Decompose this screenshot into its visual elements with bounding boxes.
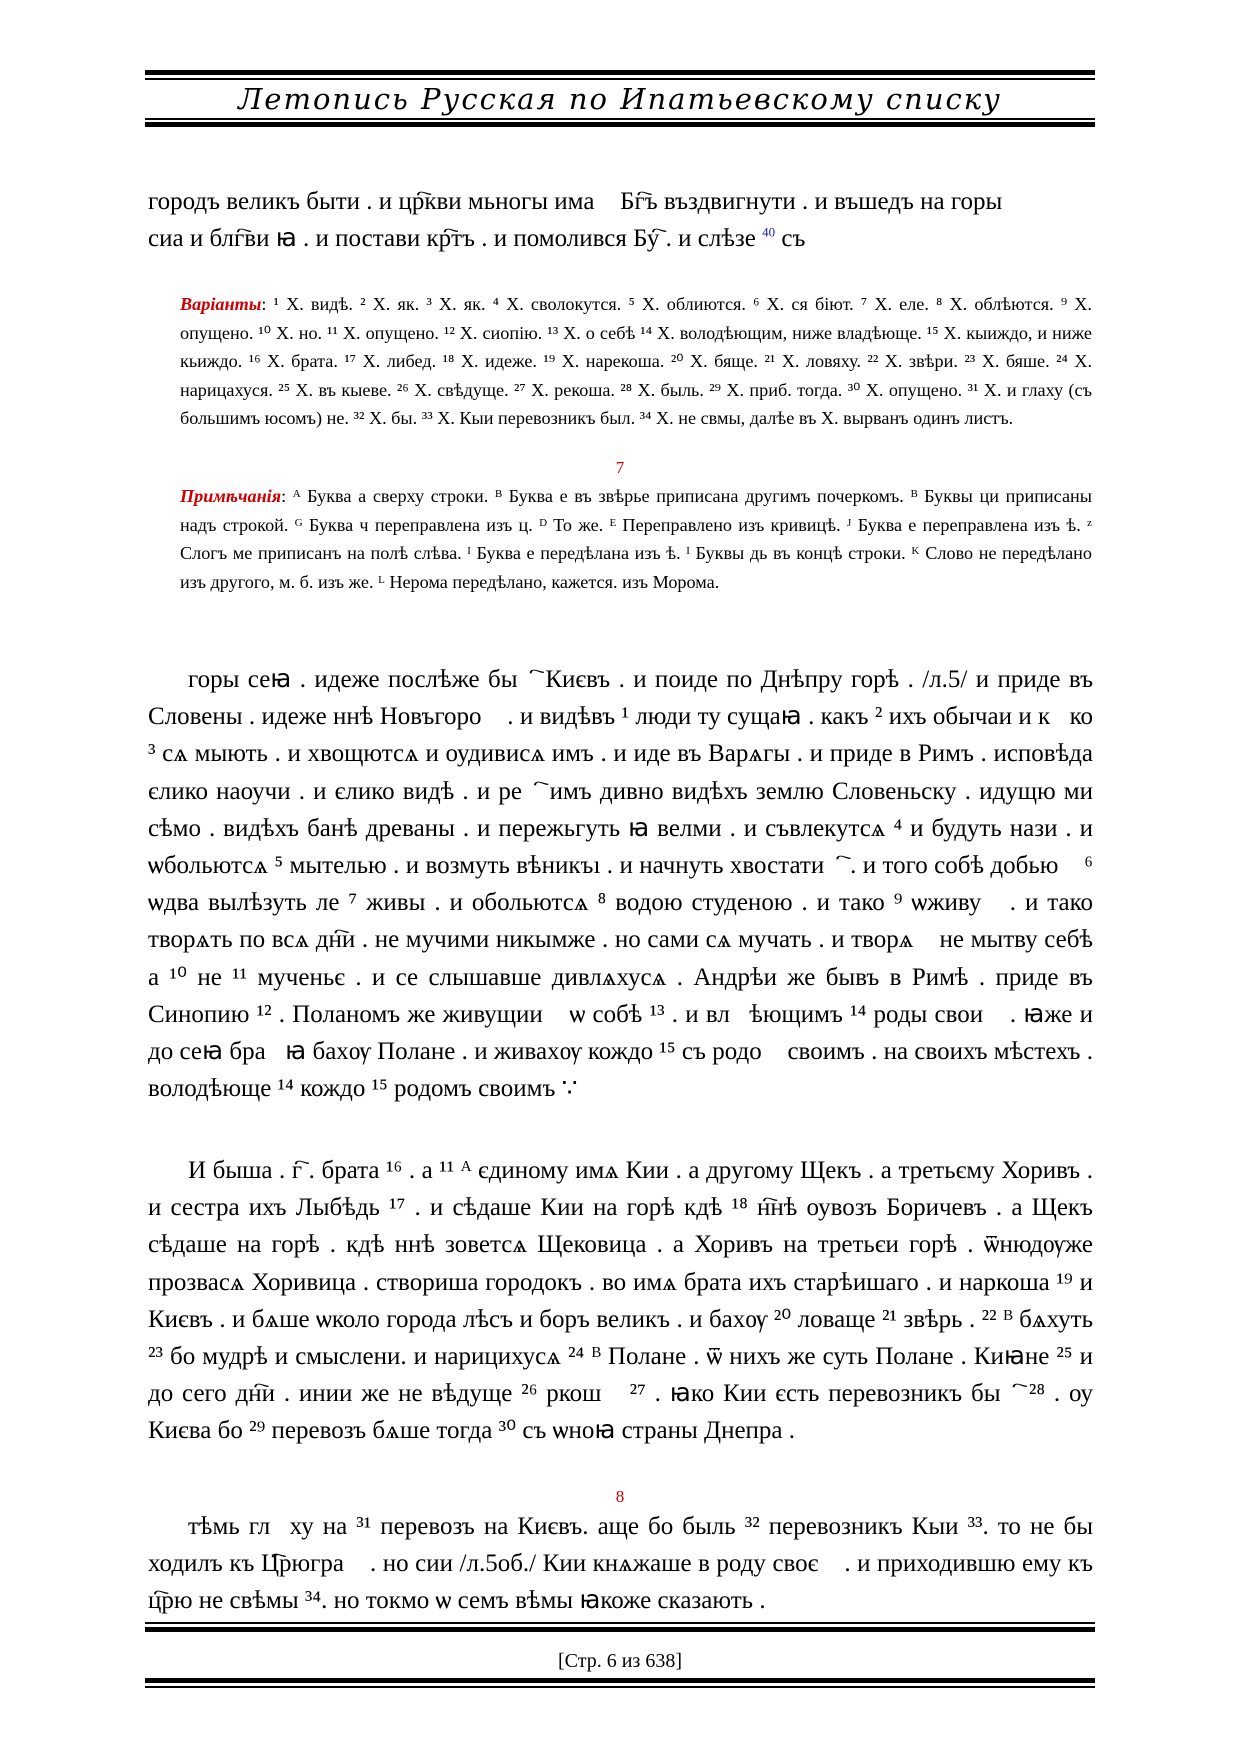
page-number: [Стр. 6 из 638] bbox=[558, 1650, 682, 1672]
variants-label: Варіанты bbox=[180, 294, 262, 314]
notes-block: Примѣчанія: ᴬ Буква а сверху строки. ᴮ Буква е въ звѣрье приписана другимъ почеркомъ. ᴮ Буквы ци приписаны надъ строкой. ᴳ Буква ч переправлена изъ ц. ᴰ То же. ᴱ Переправлено изъ кривицѣ. ᴶ Буква е переправлена изъ ѣ. ᶻ Слогъ ме приписанъ на полѣ слѣва. ᴵ Буква е передѣлана изъ ѣ. ᴵ Буквы дь въ концѣ строки. ᴷ Слово не передѣлано изъ другого, м. б. изъ же. ᴸ Нерома передѣлано, кажется. изъ Морома. bbox=[180, 486, 1092, 592]
footer-rule-top-thin bbox=[145, 1622, 1095, 1624]
header-rule-top bbox=[145, 70, 1095, 75]
variants-block: Варіанты: ¹ Х. видѣ. ² Х. як. ³ Х. як. ⁴ Х. сволокутся. ⁵ Х. облиются. ⁶ Х. ся біют. ⁷ Х. еле. ⁸ Х. облѣются. ⁹ Х. опущено. ¹⁰ Х. но. ¹¹ Х. опущено. ¹² Х. сиопію. ¹³ Х. о себѣ ¹⁴ Х. володѣющим, ниже владѣюще. ¹⁵ Х. кыиждо, и ниже кьиждо. ¹⁶ Х. брата. ¹⁷ Х. либед. ¹⁸ Х. идеже. ¹⁹ Х. нарекоша. ²⁰ Х. бяще. ²¹ Х. ловяху. ²² Х. звѣри. ²³ Х. бяше. ²⁴ Х. нарицахуся. ²⁵ Х. въ кыеве. ²⁶ Х. свѣдуще. ²⁷ Х. рекоша. ²⁸ Х. быль. ²⁹ Х. приб. тогда. ³⁰ Х. опущено. ³¹ Х. и глаху (съ большимъ юсомъ) не. ³² Х. бы. ³³ Х. Кыи перевозникъ был. ³⁴ Х. не свмы, далѣе въ Х. вырванъ одинъ листъ. bbox=[180, 294, 1092, 428]
header-rule-bottom-thin bbox=[145, 118, 1095, 120]
intro-line-2-text: сиа и блг҇ви ꙗ . и постави кр҇тъ . и помолився Бу҇ . и слѣзе bbox=[148, 225, 756, 253]
paragraph-2: И быша . г҇ . брата ¹⁶ . а ¹¹ ᴬ єдиному имѧ Кии . а другому Щекъ . а третьєму Хоривъ . и сестра ихъ Лыбѣдь ¹⁷ . и сѣдаше Кии на горѣ кдѣ ¹⁸ н҇нѣ оувозъ Боричевъ . а Щекъ сѣдаше на горѣ . кдѣ ннѣ зоветсѧ Щековица . а Хоривъ на третьєи горѣ . ѿнюдѹже прозвасѧ Хоривица . створиша городокъ . во имѧ брата ихъ старѣишаго . и наркоша ¹⁹ и Києвъ . и бѧше ѡколо города лѣсъ и боръ великъ . и бахѹ ²⁰ ловаще ²¹ звѣрь . ²² ᴮ бѧхуть ²³ бо мудрѣ и смыслени. и нарицихусѧ ²⁴ ᴮ Полане . ѿ нихъ же суть Полане . Киꙗне ²⁵ и до сего дн҇и . инии же не вѣдуще ²⁶ ркошⷶ ²⁷ . ꙗко Кии єсть перевозникъ быⷭ҇ ²⁸ . оу Києва бо ²⁹ перевозъ бѧше тогда ³⁰ съ ѡноꙗ страны Днепра . bbox=[148, 1157, 1093, 1445]
intro-text bbox=[148, 183, 1093, 257]
notes-label: Примѣчанія bbox=[180, 486, 282, 506]
footer-rule-bottom-thin bbox=[145, 1686, 1095, 1688]
header-rule-top-thin bbox=[145, 78, 1095, 80]
paragraph-1: горы сеꙗ . идеже послѣже быⷭ҇ Києвъ . и поиде по Днѣпру горѣ . /л.5/ и приде въ Словены . идеже ннѣ Новъгороⷣ . и видѣвъ ¹ люди ту сущаꙗ . какъ ² ихъ обычаи и кⷶко ³ сѧ мыють . и хвощютсѧ и оудивисѧ имъ . и иде въ Варѧгы . и приде в Римъ . исповѣда єлико наоучи . и єлико видѣ . и реⷱ҇ имъ дивно видѣхъ землю Словеньску . идущю ми сѣмо . видѣхъ банѣ древаны . и пережьгуть ꙗ велми . и съвлекутсѧ ⁴ и будуть нази . и ѡбольютсѧ ⁵ мытелью . и возмуть вѣникъı . и начнуть хвостатиⷭ҇ . и того собѣ добьюⷮ ⁶ ѡдва вылѣзуть ле ⁷ живы . и обольютсѧ ⁸ водою студеною . и тако ⁹ ѡживуⷮ . и тако творѧть по всѧ дн҇и . не мучими никымже . но сами сѧ мучать . и творѧⷮ не мытву себѣ а ¹⁰ не ¹¹ мученьє . и се слышавше дивлѧхусѧ . Андрѣи же бывъ в Римѣ . приде въ Синопию ¹² . Поланомъ же живущииⷨ ѡ собѣ ¹³ . и влⷣѣющимъ ¹⁴ роды своиⷨ . ꙗже и до сеꙗ браⷮꙗ бахѹ Полане . и живахѹ кождо ¹⁵ съ родоⷨ своимъ . на своихъ мѣстехъ . володѣюще ¹⁴ кождо ¹⁵ родомъ своимъ ∵ bbox=[148, 666, 1093, 1103]
header-rule-bottom bbox=[145, 122, 1095, 127]
footnote-ref: 40 bbox=[762, 224, 776, 240]
paragraph-3: тѣмь глⷶху на ³¹ перевозъ на Києвъ. аще бо быль ³² перевозникъ Кыи ³³. то не бы ходилъ къ Ц҇рюграⷣ . но сии /л.5об./ Кии кнѧжаше в роду своєⷨ . и приходившю ему къ ц҇рю не свѣмы ³⁴. но токмо ѡ семъ вѣмы ꙗкоже сказають . bbox=[148, 1513, 1093, 1615]
intro-line-2 bbox=[148, 220, 1093, 257]
intro-line-1: городъ великъ быти . и цр҇кви мьногы имаⷮ Бг҇ъ въздвигнути . и въшедъ на горы bbox=[148, 188, 1003, 215]
page-marker: 8 bbox=[615, 1487, 625, 1506]
footer-rule-top bbox=[145, 1627, 1095, 1632]
page-header-title: Летопись Русская по Ипатьевскому списку bbox=[238, 82, 1002, 116]
footer-rule-bottom bbox=[145, 1678, 1095, 1683]
variants-text: ¹ Х. видѣ. ² Х. як. ³ Х. як. ⁴ Х. сволокутся. ⁵ Х. облиются. ⁶ Х. ся біют. ⁷ Х. еле. ⁸ Х. облѣются. ⁹ Х. опущено. ¹⁰ Х. но. ¹¹ Х. опущено. ¹² Х. сиопію. ¹³ Х. о себѣ ¹⁴ Х. володѣющим, ниже владѣюще. ¹⁵ Х. кыиждо, и ниже кьиждо. ¹⁶ Х. брата. ¹⁷ Х. либед. ¹⁸ Х. идеже. ¹⁹ Х. нарекоша. ²⁰ Х. бяще. ²¹ Х. ловяху. ²² Х. звѣри. ²³ Х. бяше. ²⁴ Х. нарицахуся. ²⁵ Х. въ кыеве. ²⁶ Х. свѣдуще. ²⁷ Х. рекоша. ²⁸ Х. быль. ²⁹ Х. приб. тогда. ³⁰ Х. опущено. ³¹ Х. и глаху (съ большимъ юсомъ) не. ³² Х. бы. ³³ Х. Кыи перевозникъ был. ³⁴ Х. не свмы, далѣе въ Х. вырванъ одинъ листъ. bbox=[180, 294, 1092, 428]
intro-line-2-end: съ bbox=[781, 225, 806, 253]
notes-text: ᴬ Буква а сверху строки. ᴮ Буква е въ звѣрье приписана другимъ почеркомъ. ᴮ Буквы ци приписаны надъ строкой. ᴳ Буква ч переправлена изъ ц. ᴰ То же. ᴱ Переправлено изъ кривицѣ. ᴶ Буква е переправлена изъ ѣ. ᶻ Слогъ ме приписанъ на полѣ слѣва. ᴵ Буква е передѣлана изъ ѣ. ᴵ Буквы дь въ концѣ строки. ᴷ Слово не передѣлано изъ другого, м. б. изъ же. ᴸ Нерома передѣлано, кажется. изъ Морома. bbox=[180, 486, 1092, 592]
page-marker: 7 bbox=[615, 458, 625, 477]
